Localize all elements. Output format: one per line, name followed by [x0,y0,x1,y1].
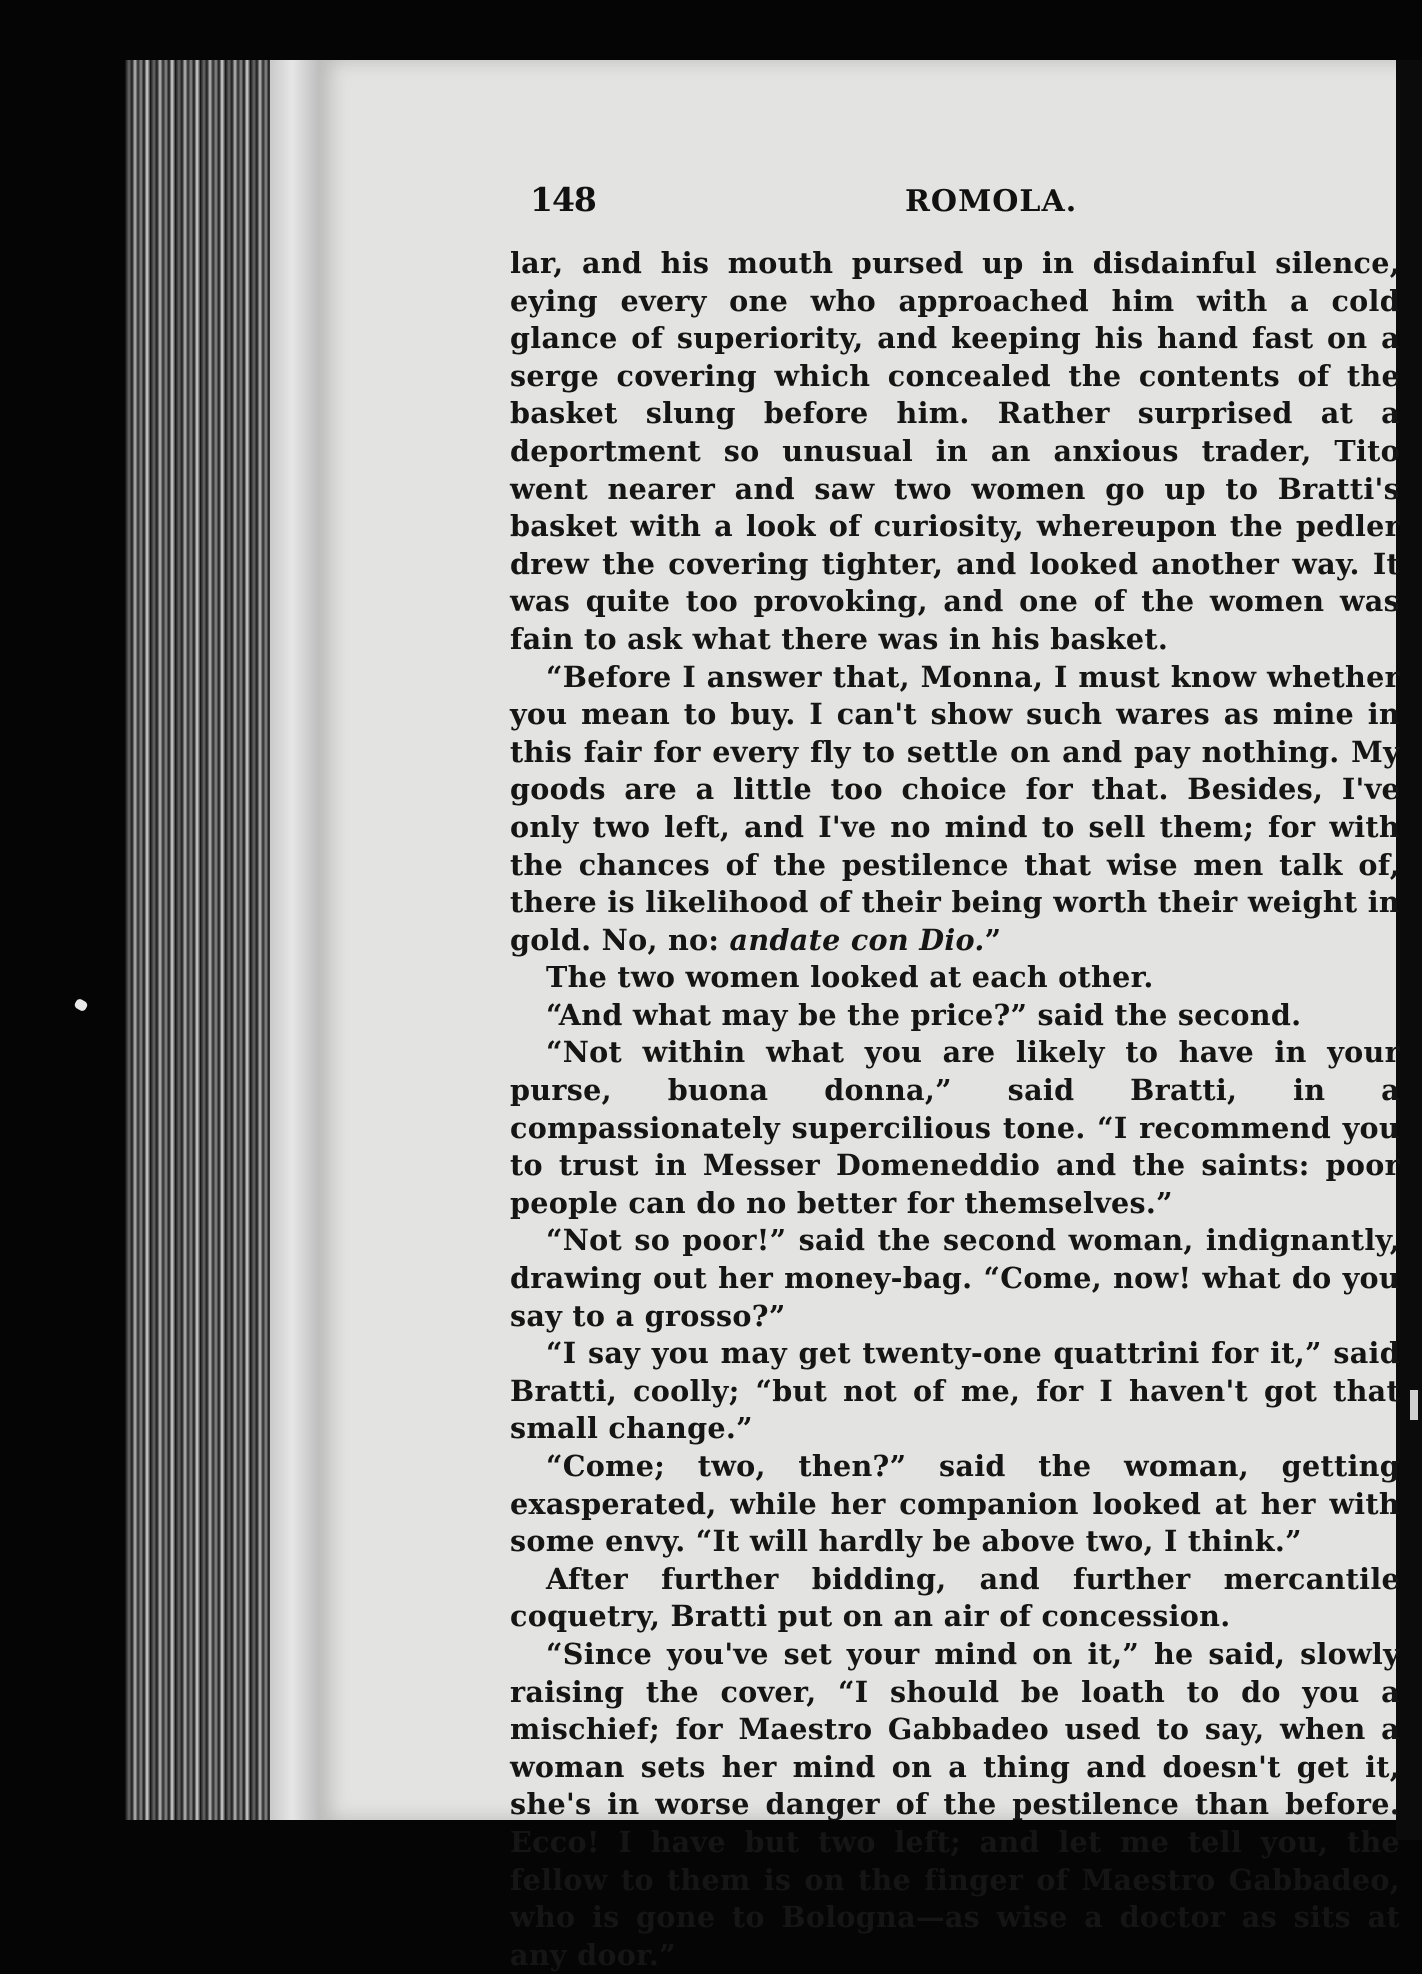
book-gutter [270,60,325,1820]
paragraph: “Come; two, then?” said the woman, getting exasperated, while her companion looked at her with some envy. “It will hardly be above two, I think.” [510,1449,1400,1559]
page-number: 148 [530,180,596,219]
paragraph: lar, and his mouth pursed up in disdainful silence, eying every one who approached him with a cold glance of superiority, and keeping his hand fast on a serge covering which concealed the contents of the basket slung before him. Rather surprised at a deportment so unusual in an anxious trader, Tito went nearer and saw two women go up to Bratti's basket with a look of curiosity, whereupon the pedler drew the covering tighter, and looked another way. It was quite too provoking, and one of the women was fain to ask what there was in his basket. [510,246,1400,656]
paragraph: “Not within what you are likely to have in your purse, buona donna,” said Bratti, in a compassionately supercilious tone. “I recommend you to trust in Messer Domeneddio and the saints: poor people can do no better for themselves.” [510,1035,1400,1220]
running-title: ROMOLA. [905,184,1078,219]
page-corner-mark [1410,1390,1418,1420]
paragraph: After further bidding, and further mercantile coquetry, Bratti put on an air of concession. [510,1561,1400,1634]
paragraph: The two women looked at each other. [546,960,1154,995]
paragraph: “I say you may get twenty-one quattrini for it,” said Bratti, coolly; “but not of me, for I haven't got that small change.” [510,1336,1400,1446]
dust-speck [73,998,88,1013]
paragraph: “Since you've set your mind on it,” he said, slowly raising the cover, “I should be loath to do you a mischief; for Maestro Gabbadeo used to say, when a woman sets her mind on a thing and doesn't get it, she's in worse danger of the pestilence than before. Ecco! I have but two left; and let me tell you, the fellow to them is on the finger of Maestro Gabbadeo, who is gone to Bologna—as wise a doctor as sits at any door.” [510,1636,1400,1972]
paragraph: “Not so poor!” said the second woman, indignantly, drawing out her money-bag. “Come, now! what do you say to a grosso?” [510,1223,1400,1333]
body-text [510,245,1400,1974]
paragraph: “And what may be the price?” said the second. [546,997,1302,1032]
paragraph: “Before I answer that, Monna, I must know whether you mean to buy. I can't show such wares as mine in this fair for every fly to settle on and pay nothing. My goods are a little too choice for that. Besides, I've only two left, and I've no mind to sell them; for with the chances of the pestilence that wise men talk of, there is likelihood of their being worth their weight in gold. No, no: andate con Dio.” [510,659,1400,957]
italic-phrase: andate con Dio. [729,922,985,957]
page-header [530,180,1390,230]
